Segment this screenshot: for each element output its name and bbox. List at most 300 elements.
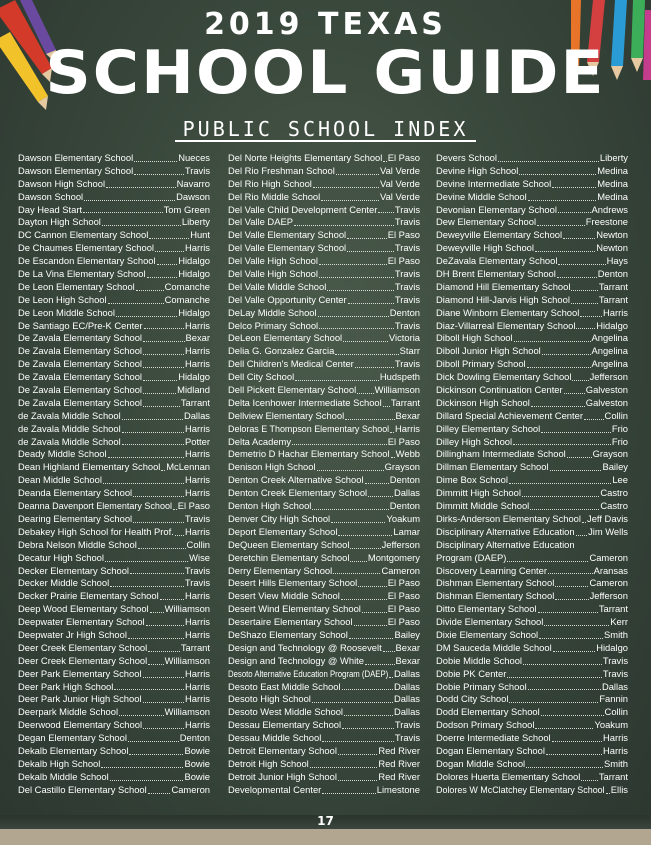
list-item — [436, 590, 628, 603]
leader-dots — [563, 238, 595, 239]
list-item — [436, 732, 628, 745]
county-name: Travis — [602, 654, 628, 666]
list-item — [436, 397, 628, 410]
list-item — [228, 165, 420, 178]
county-name: Travis — [184, 577, 210, 589]
county-name: Jefferson — [381, 538, 420, 550]
school-name: Denison High School — [228, 461, 316, 473]
list-item — [436, 216, 628, 229]
school-name: Derry Elementary School — [228, 564, 333, 576]
list-item — [436, 603, 628, 616]
leader-dots — [143, 341, 184, 342]
school-name: Dishman Elementary School — [436, 577, 555, 589]
school-name: DeLeon Elementary School — [228, 332, 343, 344]
county-name: Newton — [596, 229, 628, 241]
leader-dots — [129, 754, 183, 755]
list-item — [228, 178, 420, 191]
leader-dots — [383, 651, 395, 652]
leader-dots — [347, 238, 387, 239]
school-name: Deer Creek Elementary School — [18, 654, 148, 666]
list-item — [228, 242, 420, 255]
school-name: Degan Elementary School — [18, 732, 127, 744]
county-name: Freestone — [585, 216, 628, 228]
school-name: Dillingham Intermediate School — [436, 448, 566, 460]
school-name: Dell Children's Medical Center — [228, 358, 354, 370]
list-item — [228, 191, 420, 204]
county-name: Travis — [184, 164, 210, 176]
county-name: Denton — [597, 268, 628, 280]
county-name: Travis — [394, 719, 420, 731]
leader-dots — [103, 483, 184, 484]
school-name: Del Valle High School — [228, 268, 318, 280]
school-name: DM Sauceda Middle School — [436, 641, 552, 653]
list-item — [18, 229, 210, 242]
leader-dots — [546, 754, 602, 755]
school-name: Del Valle Opportunity Center — [228, 293, 347, 305]
county-name: Harris — [185, 319, 210, 331]
county-name: Harris — [185, 422, 210, 434]
county-name: Castro — [600, 500, 628, 512]
leader-dots — [498, 161, 599, 162]
leader-dots — [149, 238, 189, 239]
leader-dots — [147, 277, 178, 278]
list-item — [18, 577, 210, 590]
county-name: Dallas — [393, 487, 420, 499]
leader-dots — [571, 303, 598, 304]
leader-dots — [341, 599, 387, 600]
county-name: Tarrant — [598, 603, 628, 615]
school-name: Dodd City School — [436, 693, 509, 705]
county-name: Travis — [394, 216, 420, 228]
school-name: de Zavala Middle School — [18, 422, 121, 434]
school-name: Disciplinary Alternative Education — [436, 525, 575, 537]
school-name: Dekalb Elementary School — [18, 744, 129, 756]
list-item — [228, 436, 420, 449]
county-name: Travis — [394, 242, 420, 254]
county-name: Denton — [389, 500, 420, 512]
leader-dots — [558, 212, 591, 213]
county-name: Webb — [395, 448, 420, 460]
county-name: Harris — [185, 590, 210, 602]
county-name: Bexar — [395, 654, 420, 666]
school-name: Deerwood Elementary School — [18, 719, 143, 731]
school-name: Dixie Elementary School — [436, 628, 539, 640]
county-name: Harris — [185, 525, 210, 537]
county-name: Collin — [186, 538, 210, 550]
leader-dots — [310, 767, 378, 768]
county-name: Dallas — [393, 680, 420, 692]
list-item — [436, 629, 628, 642]
county-name: Collin — [604, 409, 628, 421]
list-item — [436, 616, 628, 629]
school-name: De Zavala Elementary School — [18, 396, 143, 408]
county-name: Travis — [184, 564, 210, 576]
leader-dots — [322, 793, 375, 794]
school-name: Desoto West Middle School — [228, 706, 343, 718]
list-item — [436, 410, 628, 423]
school-name: de Zavala Middle School — [18, 409, 121, 421]
county-name: Dallas — [393, 706, 420, 718]
school-name: DeLay Middle School — [228, 306, 317, 318]
county-name: Travis — [394, 293, 420, 305]
leader-dots — [509, 702, 598, 703]
list-item — [228, 539, 420, 552]
school-name: Dew Elementary School — [436, 216, 537, 228]
list-item — [18, 448, 210, 461]
index-subtitle: PUBLIC SCHOOL INDEX — [175, 118, 477, 142]
county-name: Williamson — [164, 654, 210, 666]
school-name: Desert Wind Elementary School — [228, 603, 361, 615]
county-name: Dallas — [393, 667, 420, 679]
list-item — [436, 229, 628, 242]
county-name: Harris — [395, 422, 420, 434]
county-name: Hays — [606, 255, 628, 267]
leader-dots — [513, 444, 611, 445]
school-name: Deport Elementary School — [228, 525, 338, 537]
county-name: Cameron — [171, 783, 210, 795]
county-name: Travis — [394, 732, 420, 744]
leader-dots — [383, 406, 390, 407]
list-item — [228, 629, 420, 642]
school-name: Dillman Elementary School — [436, 461, 549, 473]
leader-dots — [106, 187, 176, 188]
leader-dots — [389, 677, 393, 678]
county-name: Harris — [603, 306, 628, 318]
leader-dots — [362, 612, 387, 613]
county-name: Navarro — [176, 177, 210, 189]
school-name: Day Head Start — [18, 203, 83, 215]
county-name: Harris — [185, 680, 210, 692]
leader-dots — [148, 651, 180, 652]
list-item — [18, 268, 210, 281]
county-name: Jeff Davis — [587, 512, 628, 524]
school-name: Dilley High School — [436, 435, 513, 447]
list-item — [436, 332, 628, 345]
county-name: Tarrant — [598, 293, 628, 305]
county-name: Harris — [185, 487, 210, 499]
school-name: Dell Pickett Elementary School — [228, 384, 357, 396]
list-item — [18, 242, 210, 255]
county-name: Red River — [378, 744, 420, 756]
leader-dots — [114, 689, 184, 690]
county-name: Limestone — [376, 783, 420, 795]
list-item — [228, 294, 420, 307]
school-name: Disciplinary Alternative Education — [436, 538, 575, 550]
county-name: Travis — [184, 512, 210, 524]
list-item — [18, 552, 210, 565]
school-name: Deanna Davenport Elementary School — [18, 500, 172, 512]
school-name: Dick Dowling Elementary School — [436, 371, 572, 383]
leader-dots — [318, 316, 389, 317]
school-name: Dean Highland Elementary School — [18, 461, 161, 473]
leader-dots — [133, 496, 184, 497]
page-number: 17 — [317, 814, 334, 828]
school-name: De Escandon Elementary School — [18, 255, 156, 267]
list-item — [436, 513, 628, 526]
leader-dots — [321, 200, 379, 201]
list-item — [436, 152, 628, 165]
leader-dots — [537, 225, 585, 226]
school-name: De Zavala Elementary School — [18, 384, 143, 396]
leader-dots — [555, 599, 588, 600]
county-name: Montgomery — [367, 551, 420, 563]
county-name: Grayson — [592, 448, 628, 460]
school-name: Dearing Elementary School — [18, 512, 133, 524]
county-name: Hunt — [190, 229, 210, 241]
leader-dots — [550, 470, 602, 471]
county-name: Victoria — [388, 332, 420, 344]
leader-dots — [531, 406, 585, 407]
leader-dots — [576, 535, 587, 536]
leader-dots — [582, 522, 586, 523]
school-name: De Zavala Elementary School — [18, 332, 143, 344]
list-item — [18, 681, 210, 694]
leader-dots — [391, 457, 395, 458]
leader-dots — [538, 612, 598, 613]
county-name: Jefferson — [589, 371, 628, 383]
school-name: Dolores Huerta Elementary School — [436, 770, 581, 782]
county-name: Aransas — [593, 564, 628, 576]
county-name: Denton — [179, 732, 210, 744]
list-item — [228, 397, 420, 410]
list-item — [228, 332, 420, 345]
list-item — [18, 255, 210, 268]
list-item — [228, 448, 420, 461]
school-name: Del Valle Elementary School — [228, 242, 347, 254]
leader-dots — [173, 509, 177, 510]
leader-dots — [522, 496, 599, 497]
county-name: Dallas — [601, 680, 628, 692]
school-name: Dawson Elementary School — [18, 152, 134, 163]
county-name: Cameron — [589, 577, 628, 589]
list-item — [228, 590, 420, 603]
list-item — [228, 345, 420, 358]
school-name: Del Rio High School — [228, 177, 312, 189]
leader-dots — [530, 509, 599, 510]
school-name: Del Rio Middle School — [228, 190, 321, 202]
county-name: Harris — [185, 667, 210, 679]
county-name: Smith — [604, 628, 628, 640]
county-name: El Paso — [387, 577, 420, 589]
leader-dots — [84, 200, 175, 201]
list-item — [436, 758, 628, 771]
county-name: Bailey — [602, 461, 628, 473]
school-name: Devonian Elementary School — [436, 203, 557, 215]
school-name: Dolores W McClatchey Elementary School — [436, 783, 605, 795]
school-name: DH Brent Elementary School — [436, 268, 556, 280]
list-item — [228, 616, 420, 629]
school-name: Denver City High School — [228, 512, 331, 524]
list-item — [18, 758, 210, 771]
school-name: Del Valle Child Development Center — [228, 203, 378, 215]
leader-dots — [108, 303, 164, 304]
leader-dots — [606, 793, 610, 794]
county-name: Fannin — [599, 693, 628, 705]
school-name: Debra Nelson Middle School — [18, 538, 137, 550]
leader-dots — [345, 419, 394, 420]
leader-dots — [319, 277, 394, 278]
school-name: Dogan Middle School — [436, 757, 526, 769]
school-name: Del Castillo Elementary School — [18, 783, 147, 795]
list-item — [18, 410, 210, 423]
list-item — [18, 642, 210, 655]
leader-dots — [542, 354, 591, 355]
leader-dots — [365, 483, 389, 484]
list-item — [436, 268, 628, 281]
school-name: Dishman Elementary School — [436, 590, 555, 602]
leader-dots — [143, 702, 185, 703]
leader-dots — [150, 612, 164, 613]
leader-dots — [564, 393, 585, 394]
county-name: Tarrant — [390, 396, 420, 408]
school-name: Dawson Elementary School — [18, 164, 134, 176]
page-title: SCHOOL GUIDE — [45, 38, 606, 108]
county-name: Tarrant — [598, 280, 628, 292]
county-name: Dallas — [393, 693, 420, 705]
leader-dots — [390, 432, 394, 433]
list-item — [18, 629, 210, 642]
leader-dots — [110, 586, 184, 587]
county-name: El Paso — [387, 590, 420, 602]
list-item — [436, 281, 628, 294]
list-item — [436, 693, 628, 706]
school-name: Dobie Middle School — [436, 654, 522, 666]
leader-dots — [338, 780, 377, 781]
county-name: Ellis — [610, 783, 628, 795]
school-name: Del Norte Heights Elementary School — [228, 152, 383, 163]
list-item — [228, 693, 420, 706]
leader-dots — [526, 767, 603, 768]
list-item — [228, 255, 420, 268]
school-name: De Chaumes Elementary School — [18, 242, 155, 254]
list-item — [228, 384, 420, 397]
list-item — [18, 745, 210, 758]
leader-dots — [312, 509, 388, 510]
list-item — [436, 565, 628, 578]
school-name: Delta Academy — [228, 435, 292, 447]
leader-dots — [527, 367, 591, 368]
list-item — [18, 539, 210, 552]
county-name: Angelina — [591, 332, 628, 344]
county-name: Castro — [600, 487, 628, 499]
list-item — [436, 242, 628, 255]
county-name: Grayson — [384, 461, 420, 473]
leader-dots — [552, 741, 602, 742]
school-name: Deer Park Junior High School — [18, 693, 142, 705]
leader-dots — [354, 625, 387, 626]
list-item — [18, 204, 210, 217]
school-name: Deanda Elementary School — [18, 487, 133, 499]
list-item — [228, 565, 420, 578]
school-name: DC Cannon Elementary School — [18, 229, 149, 241]
county-name: El Paso — [387, 435, 420, 447]
leader-dots — [155, 251, 184, 252]
school-index — [18, 152, 634, 800]
leader-dots — [319, 328, 394, 329]
school-name: Dobie Primary School — [436, 680, 527, 692]
leader-dots — [576, 328, 595, 329]
county-name: Harris — [185, 358, 210, 370]
index-column-2 — [228, 152, 420, 797]
county-name: Lee — [612, 474, 628, 486]
leader-dots — [343, 341, 388, 342]
list-item — [228, 500, 420, 513]
list-item — [228, 268, 420, 281]
leader-dots — [295, 380, 379, 381]
leader-dots — [365, 664, 395, 665]
leader-dots — [110, 780, 184, 781]
leader-dots — [581, 780, 597, 781]
school-name: Deloras E Thompson Elementary School — [228, 422, 390, 434]
school-name: Decker Middle School — [18, 577, 110, 589]
school-name: Doerre Intermediate School — [436, 732, 551, 744]
leader-dots — [349, 638, 394, 639]
school-name: Deepwater Jr High School — [18, 628, 127, 640]
list-item — [228, 513, 420, 526]
leader-dots — [336, 174, 379, 175]
leader-dots — [378, 212, 393, 213]
list-item — [18, 668, 210, 681]
county-name: Harris — [185, 693, 210, 705]
list-item — [18, 655, 210, 668]
list-item — [436, 500, 628, 513]
leader-dots — [134, 161, 177, 162]
school-name: De Santiago EC/Pre-K Center — [18, 319, 143, 331]
leader-dots — [552, 187, 596, 188]
list-item — [18, 178, 210, 191]
school-name: Discovery Learning Center — [436, 564, 547, 576]
school-name: Deerpark Middle School — [18, 706, 119, 718]
leader-dots — [148, 793, 171, 794]
county-name: Collin — [604, 706, 628, 718]
list-item — [18, 191, 210, 204]
school-name: Debakey High School for Health Prof. — [18, 525, 174, 537]
list-item — [436, 358, 628, 371]
school-name: Dayton High School — [18, 216, 101, 228]
school-name: Desert View Middle School — [228, 590, 340, 602]
county-name: Angelina — [591, 358, 628, 370]
leader-dots — [350, 561, 366, 562]
school-name: Desoto Alternative Education Program (DAEP) — [228, 667, 389, 679]
school-name: Dessau Elementary School — [228, 719, 342, 731]
list-item — [228, 642, 420, 655]
list-item — [228, 358, 420, 371]
county-name: Bexar — [395, 409, 420, 421]
leader-dots — [119, 715, 164, 716]
list-item — [228, 204, 420, 217]
county-name: Hudspeth — [379, 371, 420, 383]
county-name: Medina — [597, 164, 628, 176]
list-item — [228, 461, 420, 474]
county-name: Harris — [185, 448, 210, 460]
list-item — [228, 771, 420, 784]
list-item — [436, 320, 628, 333]
county-name: Tarrant — [598, 770, 628, 782]
leader-dots — [572, 380, 588, 381]
leader-dots — [567, 457, 592, 458]
list-item — [18, 384, 210, 397]
school-name: Dimmitt High School — [436, 487, 521, 499]
leader-dots — [514, 341, 591, 342]
list-item — [228, 216, 420, 229]
leader-dots — [335, 354, 398, 355]
list-item — [18, 152, 210, 165]
leader-dots — [507, 677, 601, 678]
leader-dots — [355, 367, 394, 368]
leader-dots — [83, 212, 163, 213]
county-name: Frio — [611, 435, 628, 447]
list-item — [228, 307, 420, 320]
